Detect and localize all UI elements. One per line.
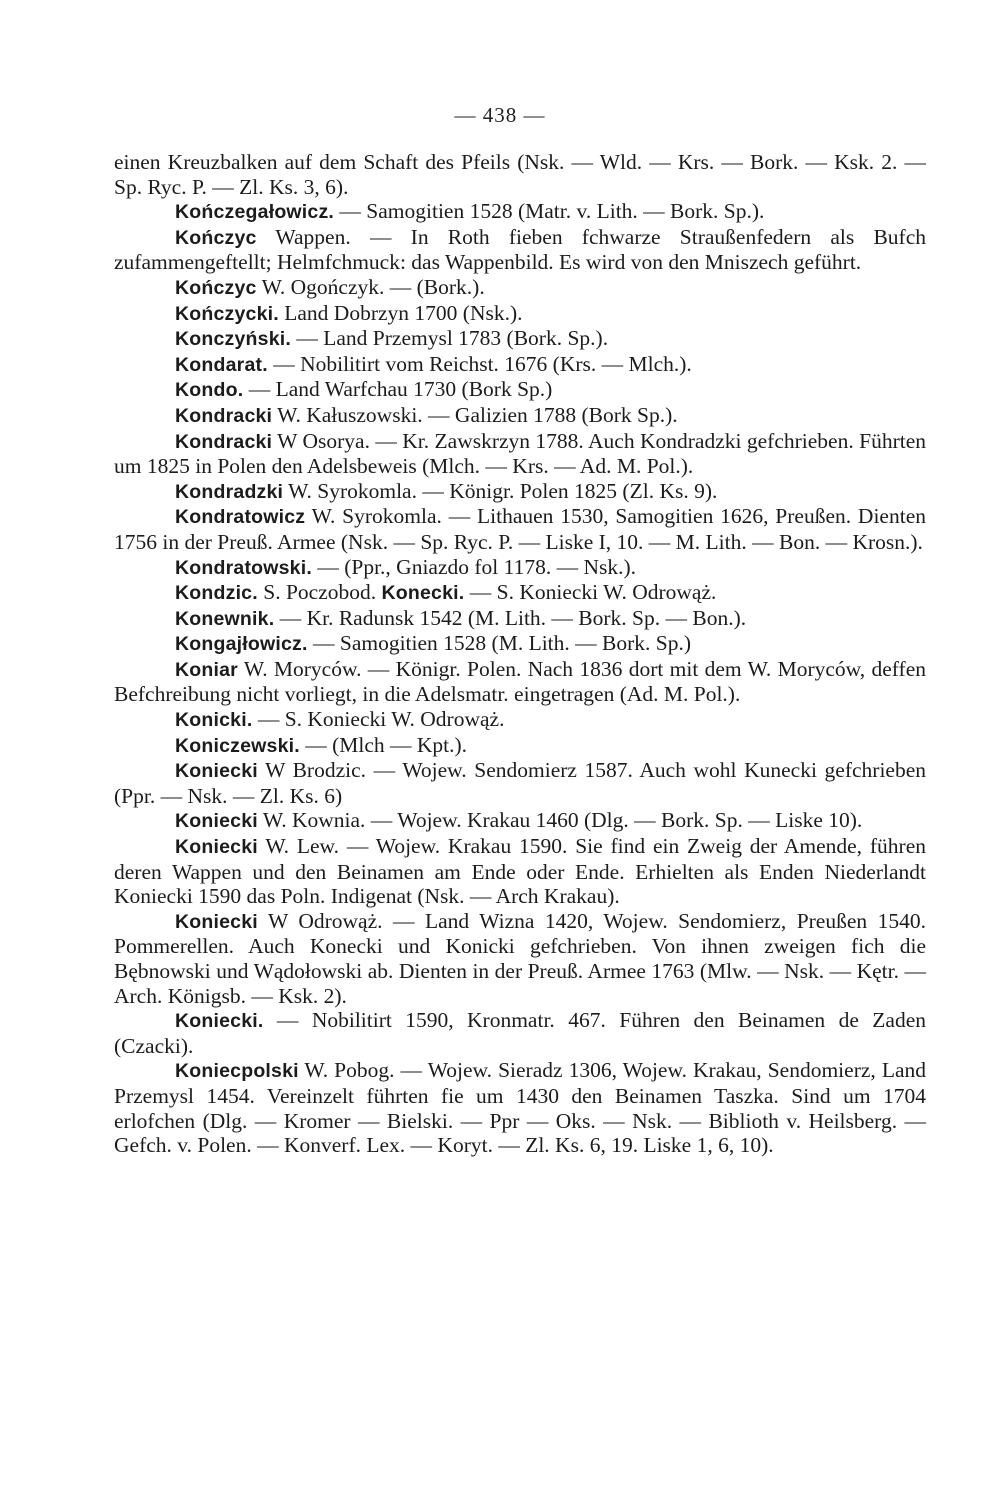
entry xyxy=(114,909,926,1008)
entry xyxy=(114,657,926,707)
entry xyxy=(114,225,926,275)
entry xyxy=(114,301,926,327)
entry-text: — Samogitien 1528 (M. Lith. — Bork. Sp.) xyxy=(307,631,692,656)
entry-text: S. Poczobod. xyxy=(257,580,382,605)
entry-text: W Osorya. — Kr. Zawskrzyn 1788. Auch Kondradzki gefchrieben. Führten um 1825 in Polen den Adelsbeweis (Mlch. — Krs. — Ad. M. Pol.). xyxy=(114,428,926,479)
entry-text: Wappen. — In Roth fieben fchwarze Straußenfedern als Bufch zufammengeftellt; Helmfchmuck: das Wappenbild. Es wird von den Mniszech geführt. xyxy=(114,224,926,275)
entry-text: W. Syrokomla. — Lithauen 1530, Samogitien 1626, Preußen. Dienten 1756 in der Preuß. Armee (Nsk. — Sp. Ryc. P. — Liske I, 10. — M. Lith. — Bon. — Krosn.). xyxy=(114,504,926,554)
entry-text: W Brodzic. — Wojew. Sendomierz 1587. Auch wohl Kunecki gefchrieben (Ppr. — Nsk. — Zl. Ks. 6) xyxy=(114,758,926,808)
entry-headword: Kondradzki xyxy=(175,480,284,503)
entry-headword: Koniecki. xyxy=(175,1010,264,1033)
entry-headword: Konewnik. xyxy=(175,607,275,630)
entry xyxy=(114,150,926,199)
entry xyxy=(114,733,926,759)
entry-headword: Konczyński. xyxy=(175,328,291,351)
entry-text: — S. Koniecki W. Odrowąż. xyxy=(464,580,717,605)
entry xyxy=(114,377,926,403)
entry xyxy=(114,403,926,429)
entry-text: einen Kreuzbalken auf dem Schaft des Pfeils (Nsk. — Wld. — Krs. — Bork. — Ksk. 2. — Sp. Ryc. P. — Zl. Ks. 3, 6). xyxy=(114,150,926,199)
entry-headword: Kończegałowicz. xyxy=(175,201,335,224)
entry-text: W. Moryców. — Königr. Polen. Nach 1836 dort mit dem W. Moryców, deffen Befchreibung nicht vorliegt, in die Adelsmatr. eingetragen (Ad. M. Pol.). xyxy=(114,656,926,707)
entry-headword: Konicki. xyxy=(175,709,253,732)
entry xyxy=(114,326,926,352)
entry xyxy=(114,758,926,808)
entry xyxy=(114,429,926,479)
entry-headword: Kondratowski. xyxy=(175,556,312,579)
entry-text: W. Syrokomla. — Königr. Polen 1825 (Zl. Ks. 9). xyxy=(283,478,718,503)
entry-headword: Kondratowicz xyxy=(175,506,306,529)
body-text xyxy=(114,150,926,1158)
entry-headword: Koniecki xyxy=(175,760,258,783)
entry-headword: Kondracki xyxy=(175,404,273,427)
entry-headword: Koniar xyxy=(175,658,238,681)
entry-text: — Kr. Radunsk 1542 (M. Lith. — Bork. Sp. — Bon.). xyxy=(274,605,747,630)
entry xyxy=(114,1008,926,1058)
entry-headword: Konecki. xyxy=(381,582,465,605)
entry-text: — Land Przemysl 1783 (Bork. Sp.). xyxy=(290,326,609,351)
entry-text: W Odrowąż. — Land Wizna 1420, Wojew. Sendomierz, Preußen 1540. Pommerellen. Auch Konecki und Konicki gefchrieben. Von ihnen zweigen fich die Bębnowski und Wądołowski ab. Dienten in der Preuß. Armee 1763 (Mlw. — Nsk. — Kętr. — Arch. Königsb. — Ksk. 2). xyxy=(114,908,926,1008)
entry xyxy=(114,479,926,505)
entry-text: W. Kownia. — Wojew. Krakau 1460 (Dlg. — Bork. Sp. — Liske 10). xyxy=(257,808,863,833)
entry-headword: Koniczewski. xyxy=(175,734,300,757)
entry-headword: Kondarat. xyxy=(175,353,268,376)
entry xyxy=(114,1058,926,1157)
entry xyxy=(114,606,926,632)
entry xyxy=(114,504,926,554)
entry xyxy=(114,275,926,301)
entry-text: W. Ogończyk. — (Bork.). xyxy=(256,274,485,299)
entry-text: — Nobilitirt vom Reichst. 1676 (Krs. — Mlch.). xyxy=(267,351,692,376)
entry-text: — Samogitien 1528 (Matr. v. Lith. — Bork. Sp.). xyxy=(334,199,765,224)
entry-headword: Kongajłowicz. xyxy=(175,633,308,656)
entry-text: W. Pobog. — Wojew. Sieradz 1306, Wojew. Krakau, Sendomierz, Land Przemysl 1454. Vereinzelt führten fie um 1430 den Beinamen Taszka. Sind um 1704 erlofchen (Dlg. — Kromer — Bielski. — Ppr — Oks. — Nsk. — Biblioth v. Heilsberg. — Gefch. v. Polen. — Konverf. Lex. — Koryt. — Zl. Ks. 6, 19. Liske 1, 6, 10). xyxy=(114,1058,926,1158)
entry-text: — Land Warfchau 1730 (Bork Sp.) xyxy=(243,377,553,402)
entry xyxy=(114,580,926,606)
entry-headword: Kondo. xyxy=(175,379,244,402)
entry-headword: Kondzic. xyxy=(175,582,258,605)
entry-text: — (Ppr., Gniazdo fol 1178. — Nsk.). xyxy=(311,554,637,579)
entry xyxy=(114,555,926,581)
entry xyxy=(114,631,926,657)
entry xyxy=(114,199,926,225)
page-number: — 438 — xyxy=(454,103,546,127)
entry xyxy=(114,352,926,378)
entry xyxy=(114,834,926,909)
entry xyxy=(114,808,926,834)
entry-text: — (Mlch — Kpt.). xyxy=(299,732,468,757)
entry-headword: Koniecpolski xyxy=(175,1060,299,1083)
entry xyxy=(114,707,926,733)
entry-text: W. Kałuszowski. — Galizien 1788 (Bork Sp.). xyxy=(272,402,678,427)
entry-headword: Kończyc xyxy=(175,276,257,299)
entry-headword: Kondracki xyxy=(175,430,273,453)
entry-headword: Kończycki. xyxy=(175,302,279,325)
entry-headword: Koniecki xyxy=(175,810,258,833)
entry-headword: Koniecki xyxy=(175,836,258,859)
entry-headword: Kończyc xyxy=(175,226,257,249)
entry-text: — Nobilitirt 1590, Kronmatr. 467. Führen den Beinamen de Zaden (Czacki). xyxy=(114,1008,926,1058)
entry-text: — S. Koniecki W. Odrowąż. xyxy=(252,707,505,732)
entry-headword: Koniecki xyxy=(175,910,258,933)
entry-text: Land Dobrzyn 1700 (Nsk.). xyxy=(278,300,523,325)
entry-text: W. Lew. — Wojew. Krakau 1590. Sie find ein Zweig der Amende, führen deren Wappen und den Beinamen am Ende oder Ende. Erhielten als Enden Niederlandt Koniecki 1590 das Poln. Indigenat (Nsk. — Arch Krakau). xyxy=(114,834,926,909)
